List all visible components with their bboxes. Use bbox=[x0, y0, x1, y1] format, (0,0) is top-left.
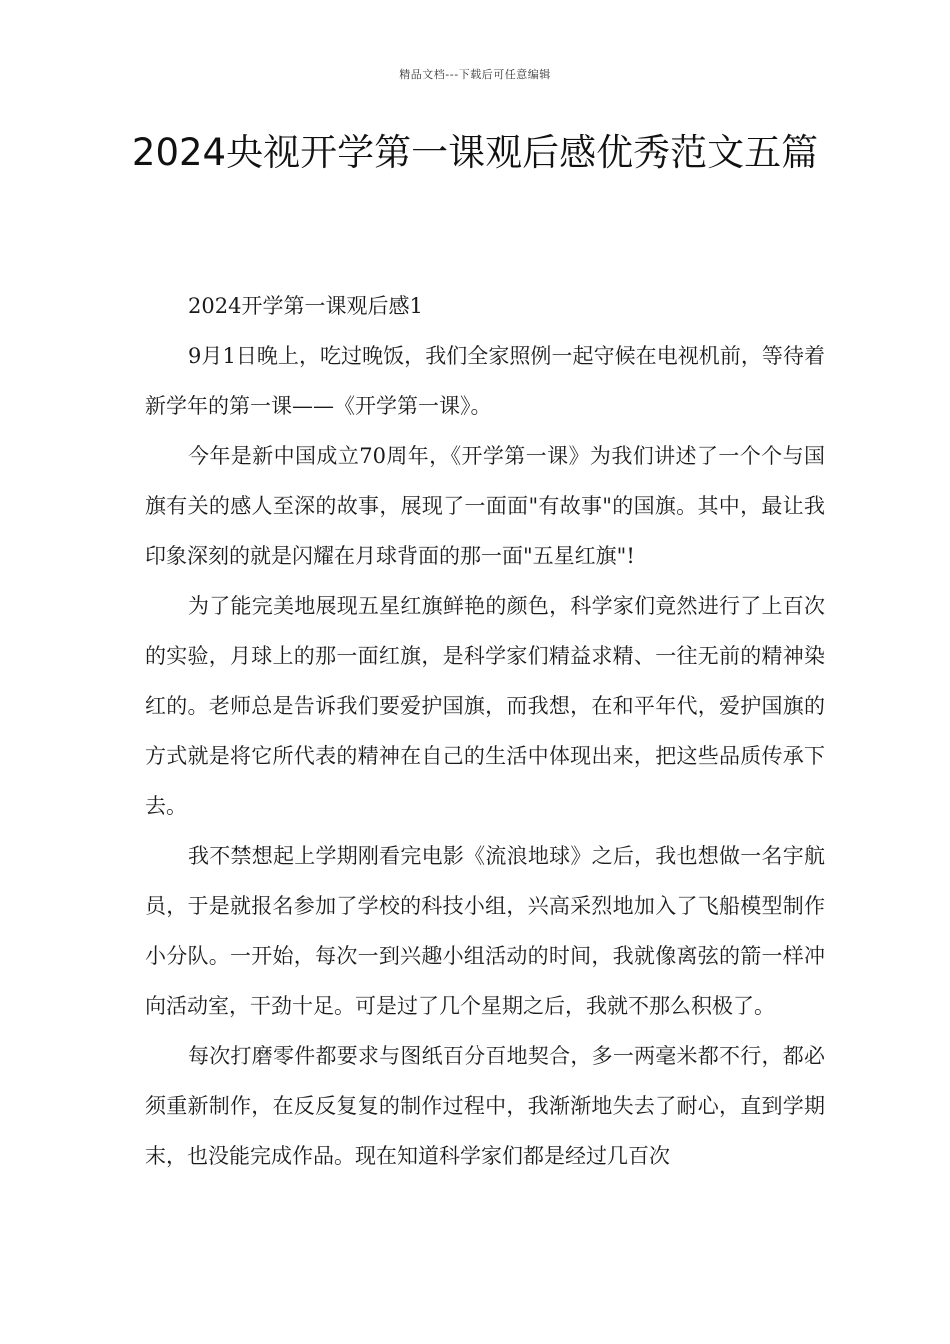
paragraph: 我不禁想起上学期刚看完电影《流浪地球》之后，我也想做一名宇航员，于是就报名参加了学校的科技小组，兴高采烈地加入了飞船模型制作小分队。一开始，每次一到兴趣小组活动的时间，我就像离弦的箭一样冲向活动室，干劲十足。可是过了几个星期之后，我就不那么积极了。 bbox=[145, 844, 825, 1018]
header-note: 精品文档---下载后可任意编辑 bbox=[399, 68, 551, 81]
document-body bbox=[145, 281, 825, 1181]
document-title: 2024央视开学第一课观后感优秀范文五篇 bbox=[131, 131, 819, 174]
paragraph: 为了能完美地展现五星红旗鲜艳的颜色，科学家们竟然进行了上百次的实验，月球上的那一面红旗，是科学家们精益求精、一往无前的精神染红的。老师总是告诉我们要爱护国旗，而我想，在和平年代，爱护国旗的方式就是将它所代表的精神在自己的生活中体现出来，把这些品质传承下去。 bbox=[145, 594, 825, 818]
section-heading: 2024开学第一课观后感1 bbox=[188, 294, 423, 318]
paragraph: 9月1日晚上，吃过晚饭，我们全家照例一起守候在电视机前，等待着新学年的第一课——《开学第一课》。 bbox=[145, 344, 825, 418]
paragraph: 今年是新中国成立70周年，《开学第一课》为我们讲述了一个个与国旗有关的感人至深的故事，展现了一面面"有故事"的国旗。其中，最让我印象深刻的就是闪耀在月球背面的那一面"五星红旗"! bbox=[145, 444, 825, 568]
paragraph: 每次打磨零件都要求与图纸百分百地契合，多一两毫米都不行，都必须重新制作，在反反复复的制作过程中，我渐渐地失去了耐心，直到学期末，也没能完成作品。现在知道科学家们都是经过几百次 bbox=[145, 1044, 825, 1168]
